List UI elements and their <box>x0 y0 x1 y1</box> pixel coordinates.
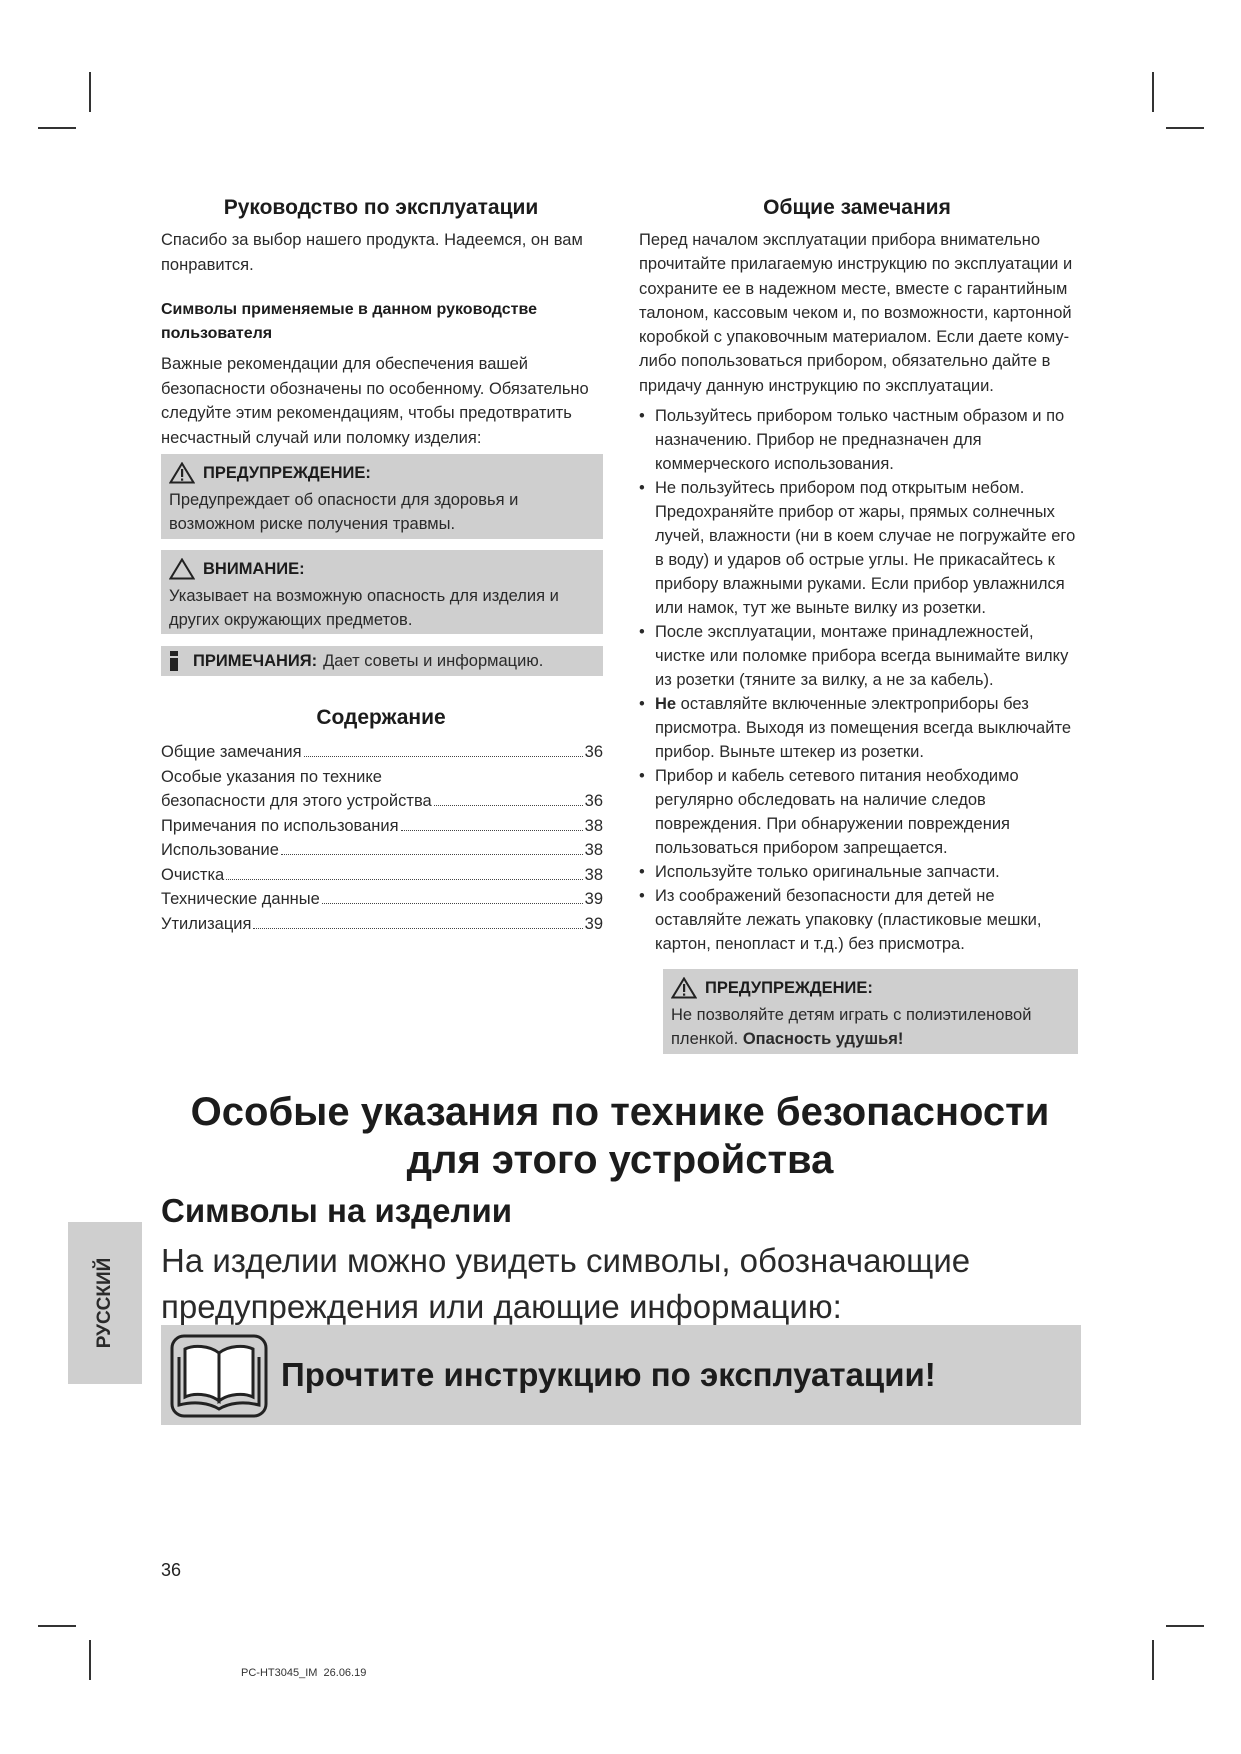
child-warning-text: Не позволяйте детям играть с полиэтиленовой пленкой. <box>671 1006 1032 1048</box>
symbols-text: Важные рекомендации для обеспечения вашей безопасности обозначены по особенному. Обязательно следуйте этим рекомендациям, чтобы предотвратить несчастный случай или поломку изделия: <box>161 355 589 447</box>
read-manual-box <box>161 1325 1081 1425</box>
child-warning-title: ПРЕДУПРЕЖДЕНИЕ: <box>705 978 873 997</box>
toc-item[interactable]: Утилизация 39 <box>161 914 603 933</box>
note-title: ПРИМЕЧАНИЯ: <box>193 651 318 670</box>
caution-box <box>161 550 603 634</box>
list-item: • Прибор и кабель сетевого питания необходимо регулярно обследовать на наличие следов повреждения. При обнаружении повреждения пользоваться прибором запрещается. <box>639 767 1019 857</box>
list-item: • После эксплуатации, монтаже принадлежностей, чистке или поломке прибора всегда вынимайте вилку из розетки (тяните за вилку, а не за кабель). <box>639 623 1069 689</box>
crop-mark <box>1152 1640 1154 1680</box>
toc-item[interactable]: Примечания по использования 38 <box>161 816 603 835</box>
toc-item[interactable]: Использование 38 <box>161 841 603 859</box>
table-of-contents <box>161 740 603 936</box>
safety-title <box>140 1088 1100 1184</box>
caution-triangle-icon <box>169 558 195 580</box>
caution-text: Указывает на возможную опасность для изделия и других окружающих предметов. <box>169 587 559 629</box>
warning-title: ПРЕДУПРЕЖДЕНИЕ: <box>203 463 371 482</box>
toc-title: Содержание <box>316 706 446 729</box>
intro-text: Спасибо за выбор нашего продукта. Надеемся, он вам понравится. <box>161 231 583 274</box>
warning-text: Предупреждает об опасности для здоровья и возможном риске получения травмы. <box>169 491 519 533</box>
warning-triangle-icon <box>671 977 697 999</box>
crop-mark <box>38 1625 76 1627</box>
list-item: • Используйте только оригинальные запчасти. <box>639 863 1000 881</box>
page-number: 36 <box>161 1560 182 1580</box>
note-text: Дает советы и информацию. <box>323 651 544 670</box>
crop-mark <box>38 127 76 129</box>
crop-mark <box>1152 72 1154 112</box>
child-warning-bold: Опасность удушья! <box>742 1030 904 1048</box>
list-item: • Не пользуйтесь прибором под открытым небом. Предохраняйте прибор от жары, прямых солнечных лучей, влажности (ни в коем случае не погружайте его в воду) и ударов об острые углы. Не прикасайтесь к прибору влажными руками. Если прибор увлажнился или намок, тут же выньте вилку из розетки. <box>639 479 1076 617</box>
product-symbols-text: На изделии можно увидеть символы, обозначающие предупреждения или дающие информацию: <box>161 1242 971 1325</box>
general-notes-list <box>625 404 1081 956</box>
list-item: • Из соображений безопасности для детей не оставляйте лежать упаковку (пластиковые мешки, картон, пенопласт и т.д.) без присмотра. <box>639 887 1042 953</box>
manual-title: Руководство по эксплуатации <box>223 196 539 219</box>
safety-title-line1: Особые указания по технике безопасности <box>190 1090 1050 1134</box>
toc-item[interactable]: Технические данные 39 <box>161 890 603 908</box>
language-tab-label: РУССКИЙ <box>94 1257 115 1349</box>
toc-item[interactable]: безопасности для этого устройства 36 <box>161 792 603 810</box>
product-symbols-title: Символы на изделии <box>161 1192 513 1229</box>
general-notes-title: Общие замечания <box>763 196 951 219</box>
crop-mark <box>89 1640 91 1680</box>
crop-mark <box>89 72 91 112</box>
warning-box <box>161 454 603 539</box>
language-tab <box>68 1222 142 1384</box>
crop-mark <box>1166 1625 1204 1627</box>
note-box <box>161 646 603 676</box>
safety-title-line2: для этого устройства <box>406 1138 834 1182</box>
toc-item[interactable]: Особые указания по технике <box>161 767 382 786</box>
warning-triangle-icon <box>169 462 195 484</box>
footer-code: PC-HT3045_IM 26.06.19 <box>241 1667 367 1679</box>
symbols-heading: Символы применяемые в данном руководстве пользователя <box>161 301 537 342</box>
toc-item[interactable]: Общие замечания 36 <box>161 743 603 761</box>
child-warning-box <box>663 969 1078 1054</box>
read-manual-book-icon <box>169 1333 269 1419</box>
list-item: • Не оставляйте включенные электроприборы без присмотра. Выходя из помещения всегда выключайте прибор. Выньте штекер из розетки. <box>639 695 1071 761</box>
general-notes-intro: Перед началом эксплуатации прибора внимательно прочитайте прилагаемую инструкцию по эксплуатации и сохраните ее в надежном месте, вместе с гарантийным талоном, кассовым чеком и, по возможности, картонной коробкой с упаковочным материалом. Если даете кому-либо попользоваться прибором, обязательно дайте в придачу данную инструкцию по эксплуатации. <box>639 231 1073 395</box>
info-icon <box>167 651 181 671</box>
crop-mark <box>1166 127 1204 129</box>
toc-item[interactable]: Очистка 38 <box>161 865 603 884</box>
read-manual-text: Прочтите инструкцию по эксплуатации! <box>281 1356 936 1393</box>
list-item: • Пользуйтесь прибором только частным образом и по назначению. Прибор не предназначен для коммерческого использования. <box>639 407 1065 473</box>
caution-title: ВНИМАНИЕ: <box>203 559 305 578</box>
